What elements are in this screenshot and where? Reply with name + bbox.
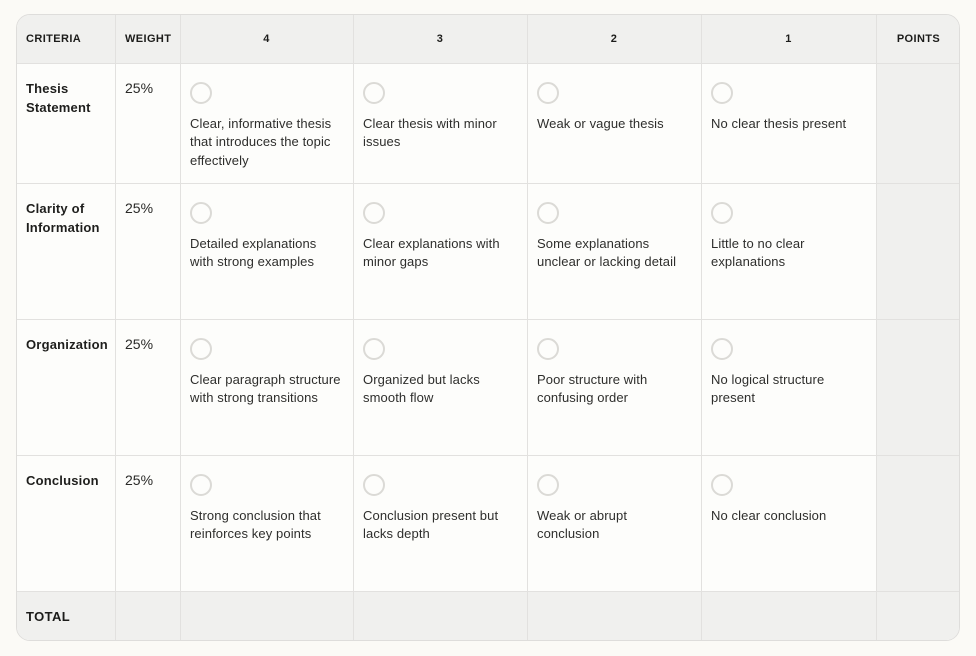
- level-cell-4: [181, 456, 354, 592]
- level-description: Conclusion present but lacks depth: [363, 508, 499, 542]
- total-weight-cell: [116, 592, 181, 640]
- header-weight: WEIGHT: [116, 15, 181, 64]
- level-description: Clear explanations with minor gaps: [363, 236, 500, 270]
- score-radio[interactable]: [711, 474, 733, 496]
- level-description: Weak or vague thesis: [537, 116, 664, 131]
- header-score-4: 4: [181, 15, 354, 64]
- weight-value: 25%: [116, 184, 181, 320]
- level-description: Clear, informative thesis that introduces the topic effectively: [190, 116, 332, 168]
- level-cell-4: [181, 184, 354, 320]
- score-radio[interactable]: [363, 474, 385, 496]
- header-points: POINTS: [877, 15, 960, 64]
- score-radio[interactable]: [190, 202, 212, 224]
- level-description: Little to no clear explanations: [711, 236, 805, 270]
- score-radio[interactable]: [363, 338, 385, 360]
- score-radio[interactable]: [711, 202, 733, 224]
- score-radio[interactable]: [537, 82, 559, 104]
- total-label: TOTAL: [17, 592, 116, 640]
- score-radio[interactable]: [190, 82, 212, 104]
- level-cell-2: [528, 184, 702, 320]
- criteria-label: Clarity of Information: [17, 184, 116, 320]
- level-cell-1: [702, 456, 877, 592]
- criteria-label: Organization: [17, 320, 116, 456]
- header-score-3: 3: [354, 15, 528, 64]
- level-description: No logical structure present: [711, 372, 825, 406]
- level-description: Poor structure with confusing order: [537, 372, 648, 406]
- score-radio[interactable]: [190, 474, 212, 496]
- total-score-cell: [181, 592, 354, 640]
- criteria-label: Thesis Statement: [17, 64, 116, 184]
- total-points-cell: [877, 592, 960, 640]
- score-radio[interactable]: [537, 474, 559, 496]
- score-radio[interactable]: [190, 338, 212, 360]
- level-description: Some explanations unclear or lacking detail: [537, 236, 677, 270]
- level-cell-4: [181, 64, 354, 184]
- points-cell: [877, 64, 960, 184]
- total-score-cell: [354, 592, 528, 640]
- level-cell-4: [181, 320, 354, 456]
- weight-value: 25%: [116, 456, 181, 592]
- level-description: Organized but lacks smooth flow: [363, 372, 480, 406]
- score-radio[interactable]: [363, 82, 385, 104]
- level-description: Strong conclusion that reinforces key points: [190, 508, 321, 542]
- header-score-2: 2: [528, 15, 702, 64]
- level-cell-3: [354, 184, 528, 320]
- level-cell-2: [528, 64, 702, 184]
- level-cell-2: [528, 456, 702, 592]
- score-radio[interactable]: [711, 82, 733, 104]
- score-radio[interactable]: [537, 202, 559, 224]
- score-radio[interactable]: [363, 202, 385, 224]
- level-description: No clear conclusion: [711, 508, 827, 523]
- weight-value: 25%: [116, 64, 181, 184]
- header-score-1: 1: [702, 15, 877, 64]
- level-description: Detailed explanations with strong examples: [190, 236, 317, 270]
- level-description: Weak or abrupt conclusion: [537, 508, 628, 542]
- total-score-cell: [528, 592, 702, 640]
- level-description: Clear paragraph structure with strong transitions: [190, 372, 341, 406]
- weight-value: 25%: [116, 320, 181, 456]
- header-criteria: CRITERIA: [17, 15, 116, 64]
- score-radio[interactable]: [537, 338, 559, 360]
- level-description: Clear thesis with minor issues: [363, 116, 497, 150]
- score-radio[interactable]: [711, 338, 733, 360]
- total-score-cell: [702, 592, 877, 640]
- points-cell: [877, 184, 960, 320]
- level-cell-1: [702, 184, 877, 320]
- points-cell: [877, 456, 960, 592]
- criteria-label: Conclusion: [17, 456, 116, 592]
- level-cell-3: [354, 320, 528, 456]
- level-description: No clear thesis present: [711, 116, 847, 131]
- level-cell-3: [354, 456, 528, 592]
- level-cell-1: [702, 320, 877, 456]
- level-cell-3: [354, 64, 528, 184]
- level-cell-2: [528, 320, 702, 456]
- level-cell-1: [702, 64, 877, 184]
- points-cell: [877, 320, 960, 456]
- rubric-table: [16, 14, 960, 641]
